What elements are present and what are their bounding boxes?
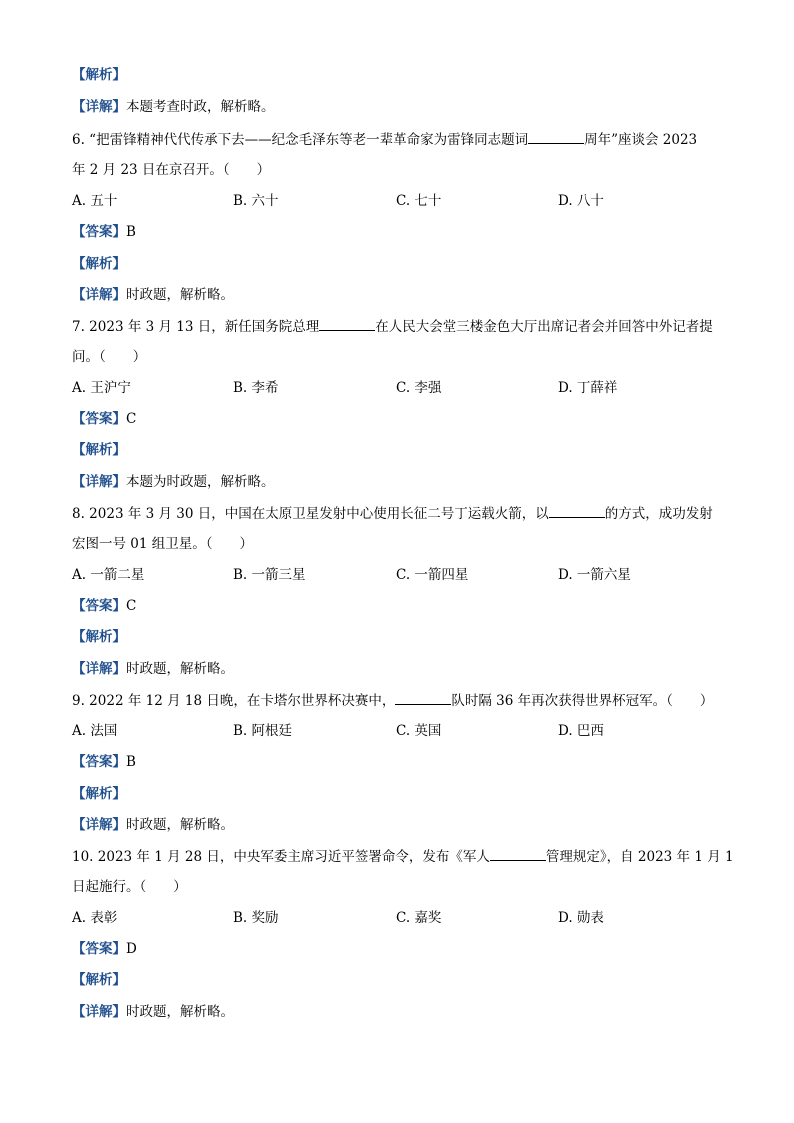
question-7-line2: 问。（ ）: [72, 349, 147, 365]
answer-blank: [549, 504, 605, 518]
option-d: D. 勋表: [558, 910, 604, 926]
analysis-heading: 【解析】: [72, 442, 126, 458]
option-a: A. 法国: [72, 723, 118, 739]
answer-blank: [319, 317, 375, 331]
option-d: D. 一箭六星: [558, 567, 631, 583]
option-a: A. 五十: [72, 193, 118, 209]
analysis-heading: 【解析】: [72, 67, 126, 83]
question-6-line2: 年 2 月 23 日在京召开。（ ）: [72, 162, 271, 178]
option-b: B. 奖励: [233, 910, 279, 926]
option-b: B. 一箭三星: [233, 567, 306, 583]
option-c: C. 嘉奖: [396, 910, 442, 926]
detail-line: 【详解】时政题，解析略。: [72, 287, 234, 303]
option-d: D. 丁薛祥: [558, 380, 618, 396]
option-a: A. 王沪宁: [72, 380, 131, 396]
question-8-line2: 宏图一号 01 组卫星。（ ）: [72, 536, 254, 552]
detail-line: 【详解】时政题，解析略。: [72, 1004, 234, 1020]
option-b: B. 阿根廷: [233, 723, 293, 739]
option-b: B. 李希: [233, 380, 279, 396]
option-d: D. 八十: [558, 193, 604, 209]
analysis-heading: 【解析】: [72, 972, 126, 988]
detail-line: 【详解】时政题，解析略。: [72, 817, 234, 833]
answer-line: 【答案】C: [72, 598, 137, 614]
option-d: D. 巴西: [558, 723, 604, 739]
answer-line: 【答案】B: [72, 754, 136, 770]
option-a: A. 表彰: [72, 910, 118, 926]
detail-line: 【详解】本题为时政题，解析略。: [72, 474, 275, 490]
question-10-line2: 日起施行。（ ）: [72, 879, 187, 895]
detail-line: 【详解】时政题，解析略。: [72, 661, 234, 677]
answer-blank: [395, 691, 451, 705]
analysis-heading: 【解析】: [72, 256, 126, 272]
answer-blank: [528, 130, 584, 144]
option-c: C. 七十: [396, 193, 442, 209]
option-a: A. 一箭二星: [72, 567, 145, 583]
question-10-line1: 10. 2023 年 1 月 28 日，中央军委主席习近平签署命令，发布《军人 管理规定》，自 2023 年 1 月 1: [72, 849, 734, 865]
analysis-heading: 【解析】: [72, 786, 126, 802]
option-c: C. 一箭四星: [396, 567, 469, 583]
answer-line: 【答案】D: [72, 941, 137, 957]
answer-line: 【答案】B: [72, 224, 136, 240]
answer-blank: [490, 847, 546, 861]
analysis-heading: 【解析】: [72, 629, 126, 645]
question-9-line1: 9. 2022 年 12 月 18 日晚，在卡塔尔世界杯决赛中， 队时隔 36 年再次获得世界杯冠军。（ ）: [72, 693, 714, 709]
question-6-line1: 6. “把雷锋精神代代传承下去——纪念毛泽东等老一辈革命家为雷锋同志题词 周年”座谈会 2023: [72, 132, 698, 148]
detail-line: 【详解】本题考查时政，解析略。: [72, 99, 275, 115]
option-b: B. 六十: [233, 193, 279, 209]
question-7-line1: 7. 2023 年 3 月 13 日，新任国务院总理 在人民大会堂三楼金色大厅出席记者会并回答中外记者提: [72, 319, 713, 335]
question-8-line1: 8. 2023 年 3 月 30 日，中国在太原卫星发射中心使用长征二号丁运载火箭，以 的方式，成功发射: [72, 506, 713, 522]
answer-line: 【答案】C: [72, 411, 137, 427]
option-c: C. 英国: [396, 723, 442, 739]
option-c: C. 李强: [396, 380, 442, 396]
